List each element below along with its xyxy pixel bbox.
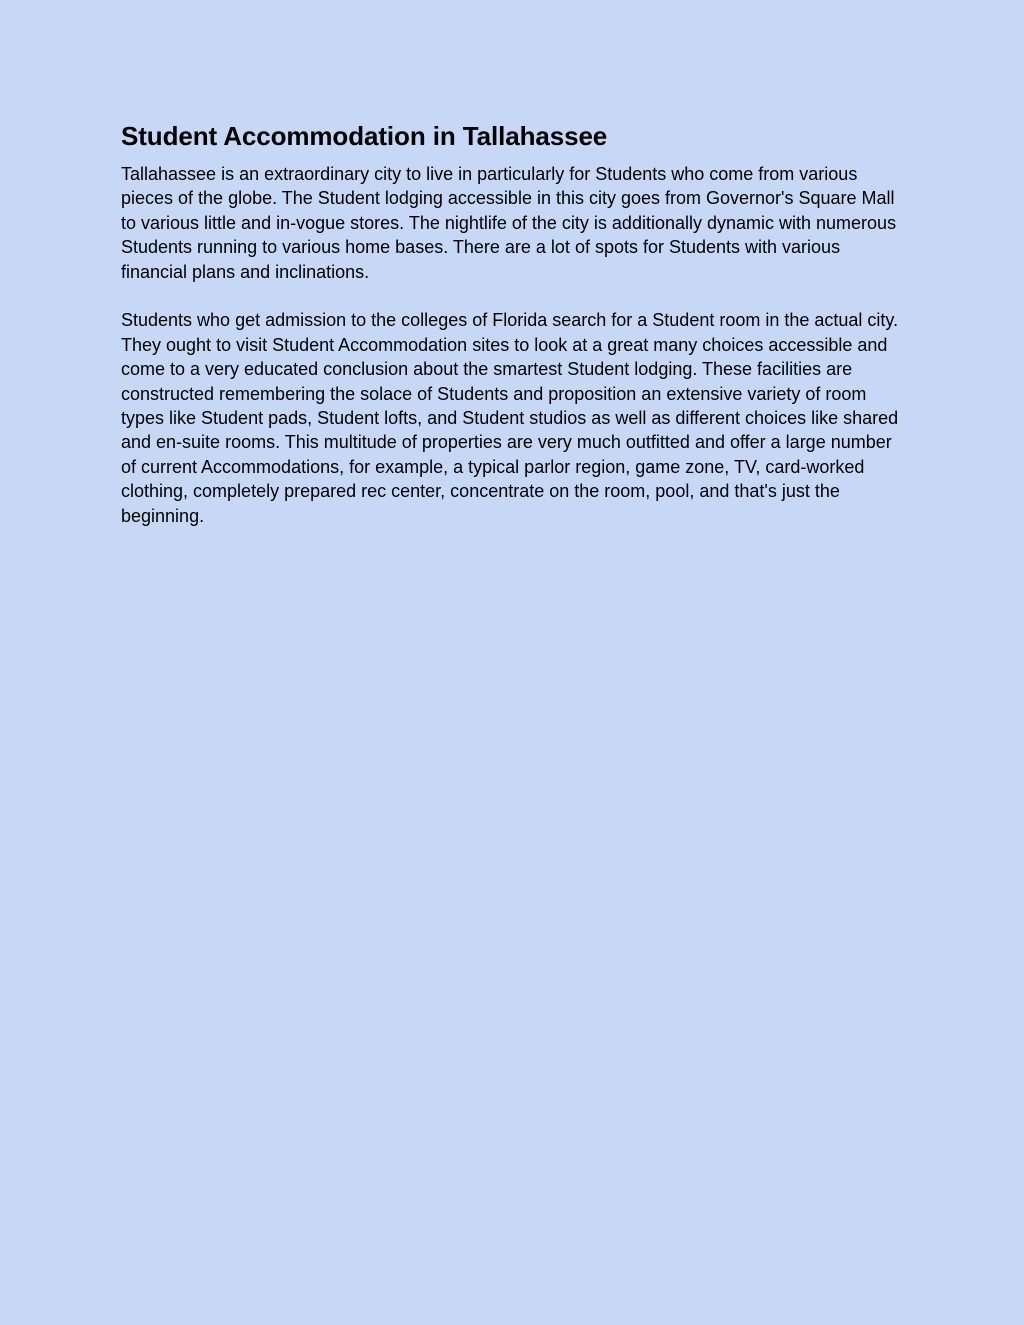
paragraph-intro: Tallahassee is an extraordinary city to live in particularly for Students who come from various pieces of the globe. The Student lodging accessible in this city goes from Governor's Square Mall to various little and in-vogue stores. The nightlife of the city is additionally dynamic with numerous Students running to various home bases. There are a lot of spots for Students with various financial plans and inclinations. <box>121 164 897 282</box>
paragraph-spacer <box>121 284 906 308</box>
paragraph-admission: Students who get admission to the colleges of Florida search for a Student room in the actual city. They ought to visit Student Accommodation sites to look at a great many choices accessible and come to a very educated conclusion about the smartest Student lodging. These facilities are constructed remembering the solace of Students and proposition an extensive variety of room types like Student pads, Student lofts, and Student studios as well as different choices like shared and en-suite rooms. This multitude of properties are very much outfitted and offer a large number of current Accommodations, for example, a typical parlor region, game zone, TV, card-worked clothing, completely prepared rec center, concentrate on the room, pool, and that's just the beginning. <box>121 310 899 526</box>
page-title: Student Accommodation in Tallahassee <box>121 121 608 151</box>
